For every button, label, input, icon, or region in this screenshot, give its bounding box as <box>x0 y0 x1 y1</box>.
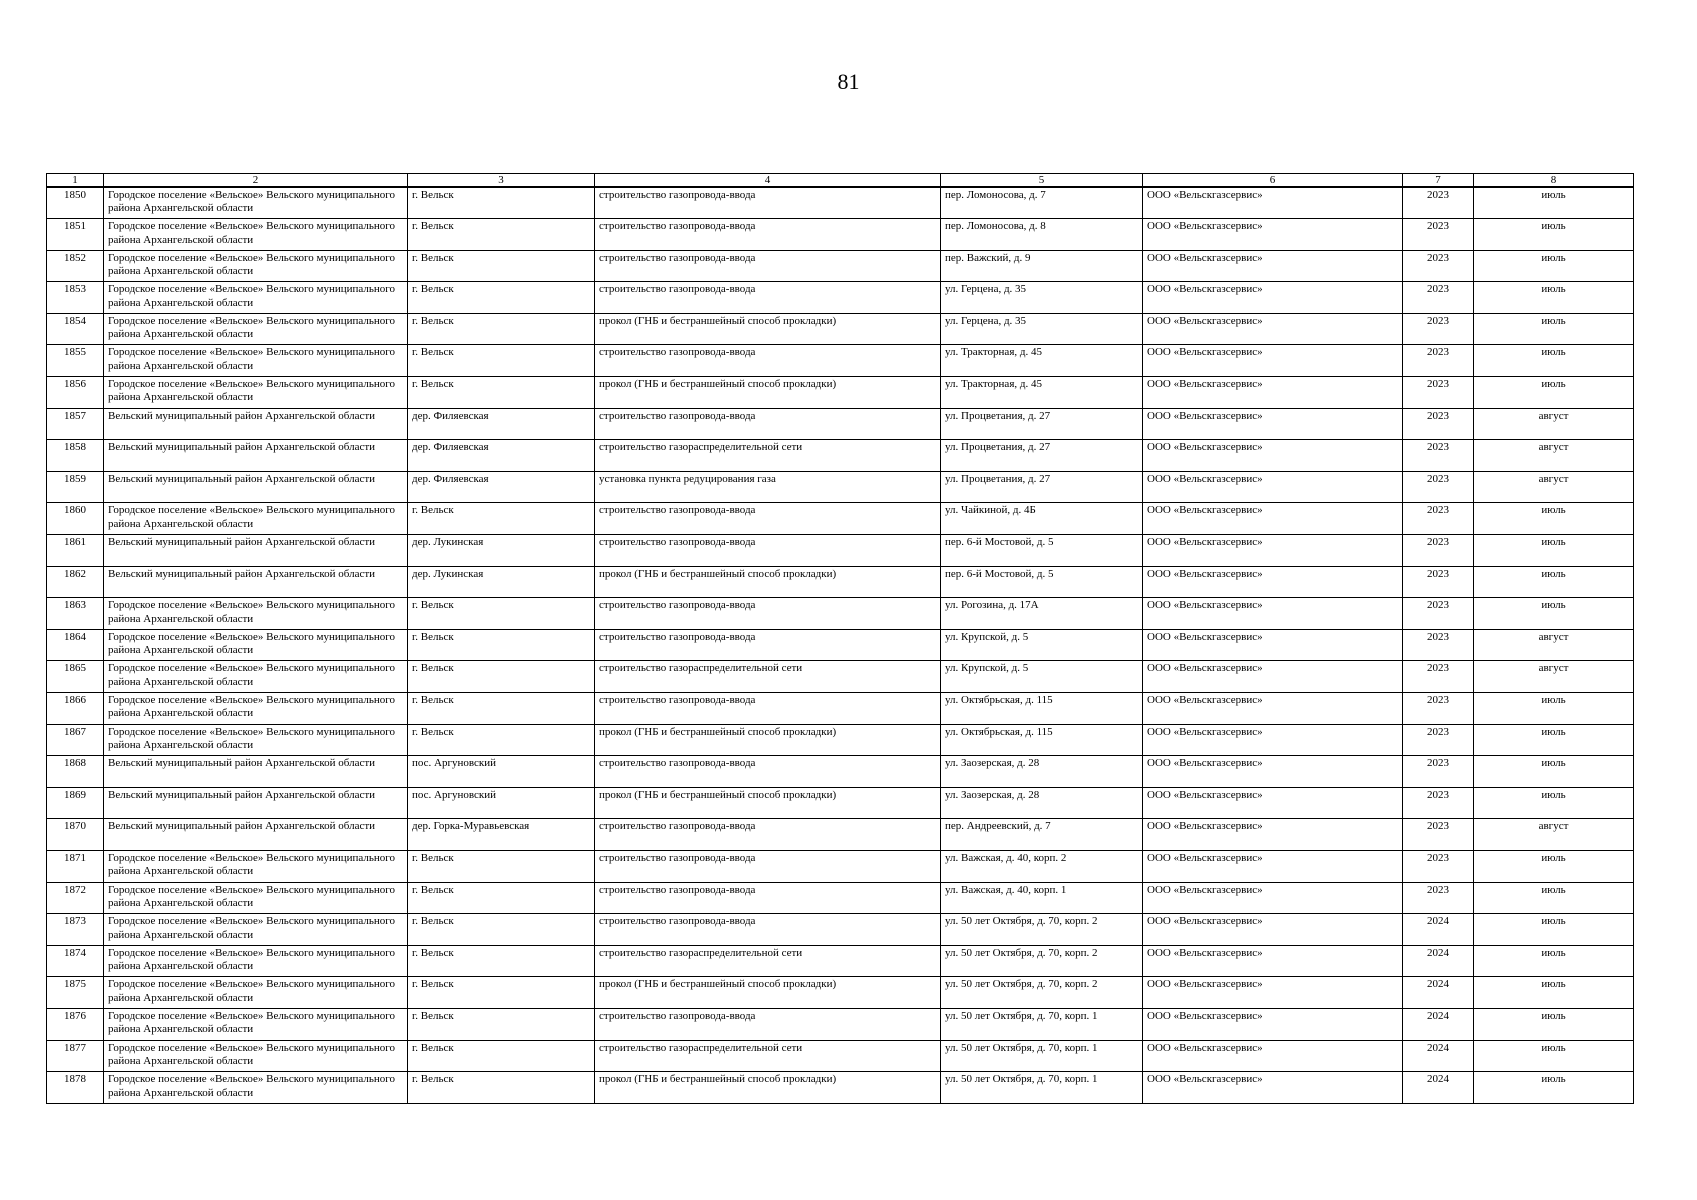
municipality-cell: Городское поселение «Вельское» Вельского муниципального района Архангельской области <box>104 313 408 345</box>
locality-cell: г. Вельск <box>408 882 595 914</box>
month-cell: июль <box>1474 787 1634 819</box>
work-type-cell: строительство газопровода-ввода <box>595 693 941 725</box>
year-cell: 2024 <box>1403 1008 1474 1040</box>
address-cell: ул. Октябрьская, д. 115 <box>941 693 1143 725</box>
locality-cell: пос. Аргуновский <box>408 787 595 819</box>
municipality-cell: Вельский муниципальный район Архангельской области <box>104 408 408 440</box>
address-cell: пер. Ломоносова, д. 8 <box>941 219 1143 251</box>
month-cell: август <box>1474 440 1634 472</box>
work-type-cell: прокол (ГНБ и бестраншейный способ прокладки) <box>595 566 941 598</box>
address-cell: ул. Герцена, д. 35 <box>941 282 1143 314</box>
page-number: 81 <box>837 69 860 94</box>
table-row <box>47 756 1634 788</box>
gasification-table <box>46 173 1634 1104</box>
month-cell: июль <box>1474 724 1634 756</box>
address-cell: ул. Крупской, д. 5 <box>941 629 1143 661</box>
row-number: 1873 <box>47 914 104 946</box>
year-cell: 2023 <box>1403 882 1474 914</box>
address-cell: ул. Важская, д. 40, корп. 1 <box>941 882 1143 914</box>
row-number: 1863 <box>47 598 104 630</box>
organization-cell: ООО «Вельскгазсервис» <box>1143 345 1403 377</box>
month-cell: июль <box>1474 345 1634 377</box>
municipality-cell: Городское поселение «Вельское» Вельского муниципального района Архангельской области <box>104 693 408 725</box>
organization-cell: ООО «Вельскгазсервис» <box>1143 566 1403 598</box>
work-type-cell: установка пункта редуцирования газа <box>595 471 941 503</box>
row-number: 1854 <box>47 313 104 345</box>
work-type-cell: строительство газораспределительной сети <box>595 1040 941 1072</box>
row-number: 1861 <box>47 535 104 567</box>
year-cell: 2023 <box>1403 850 1474 882</box>
organization-cell: ООО «Вельскгазсервис» <box>1143 914 1403 946</box>
column-header: 2 <box>104 174 408 188</box>
table-row <box>47 282 1634 314</box>
row-number: 1876 <box>47 1008 104 1040</box>
organization-cell: ООО «Вельскгазсервис» <box>1143 787 1403 819</box>
month-cell: июль <box>1474 377 1634 409</box>
month-cell: июль <box>1474 945 1634 977</box>
locality-cell: г. Вельск <box>408 219 595 251</box>
month-cell: август <box>1474 661 1634 693</box>
year-cell: 2023 <box>1403 629 1474 661</box>
row-number: 1851 <box>47 219 104 251</box>
organization-cell: ООО «Вельскгазсервис» <box>1143 819 1403 851</box>
address-cell: ул. 50 лет Октября, д. 70, корп. 2 <box>941 914 1143 946</box>
year-cell: 2023 <box>1403 250 1474 282</box>
table-row <box>47 787 1634 819</box>
table-row <box>47 1040 1634 1072</box>
organization-cell: ООО «Вельскгазсервис» <box>1143 945 1403 977</box>
address-cell: ул. Процветания, д. 27 <box>941 408 1143 440</box>
month-cell: июль <box>1474 1008 1634 1040</box>
work-type-cell: строительство газопровода-ввода <box>595 1008 941 1040</box>
row-number: 1858 <box>47 440 104 472</box>
year-cell: 2023 <box>1403 440 1474 472</box>
column-number-row <box>47 174 1634 188</box>
table-row <box>47 503 1634 535</box>
organization-cell: ООО «Вельскгазсервис» <box>1143 629 1403 661</box>
row-number: 1872 <box>47 882 104 914</box>
month-cell: июль <box>1474 850 1634 882</box>
locality-cell: г. Вельск <box>408 724 595 756</box>
table-row <box>47 535 1634 567</box>
row-number: 1853 <box>47 282 104 314</box>
address-cell: ул. Крупской, д. 5 <box>941 661 1143 693</box>
month-cell: июль <box>1474 250 1634 282</box>
organization-cell: ООО «Вельскгазсервис» <box>1143 1008 1403 1040</box>
year-cell: 2023 <box>1403 566 1474 598</box>
municipality-cell: Городское поселение «Вельское» Вельского муниципального района Архангельской области <box>104 219 408 251</box>
municipality-cell: Вельский муниципальный район Архангельской области <box>104 535 408 567</box>
work-type-cell: строительство газораспределительной сети <box>595 945 941 977</box>
month-cell: июль <box>1474 566 1634 598</box>
row-number: 1875 <box>47 977 104 1009</box>
year-cell: 2023 <box>1403 282 1474 314</box>
column-header: 6 <box>1143 174 1403 188</box>
organization-cell: ООО «Вельскгазсервис» <box>1143 977 1403 1009</box>
municipality-cell: Вельский муниципальный район Архангельской области <box>104 566 408 598</box>
locality-cell: дер. Филяевская <box>408 440 595 472</box>
row-number: 1869 <box>47 787 104 819</box>
row-number: 1868 <box>47 756 104 788</box>
row-number: 1865 <box>47 661 104 693</box>
month-cell: июль <box>1474 219 1634 251</box>
month-cell: июль <box>1474 756 1634 788</box>
row-number: 1859 <box>47 471 104 503</box>
organization-cell: ООО «Вельскгазсервис» <box>1143 1040 1403 1072</box>
month-cell: июль <box>1474 535 1634 567</box>
work-type-cell: строительство газопровода-ввода <box>595 219 941 251</box>
address-cell: ул. Заозерская, д. 28 <box>941 756 1143 788</box>
year-cell: 2023 <box>1403 787 1474 819</box>
year-cell: 2023 <box>1403 345 1474 377</box>
table-row <box>47 471 1634 503</box>
row-number: 1874 <box>47 945 104 977</box>
locality-cell: г. Вельск <box>408 977 595 1009</box>
table-row <box>47 187 1634 219</box>
work-type-cell: строительство газопровода-ввода <box>595 535 941 567</box>
table-row <box>47 661 1634 693</box>
table-row <box>47 440 1634 472</box>
locality-cell: г. Вельск <box>408 914 595 946</box>
municipality-cell: Городское поселение «Вельское» Вельского муниципального района Архангельской области <box>104 850 408 882</box>
municipality-cell: Городское поселение «Вельское» Вельского муниципального района Архангельской области <box>104 629 408 661</box>
year-cell: 2024 <box>1403 945 1474 977</box>
address-cell: пер. 6-й Мостовой, д. 5 <box>941 566 1143 598</box>
table-row <box>47 1072 1634 1104</box>
locality-cell: дер. Филяевская <box>408 408 595 440</box>
municipality-cell: Городское поселение «Вельское» Вельского муниципального района Архангельской области <box>104 187 408 219</box>
address-cell: ул. Тракторная, д. 45 <box>941 377 1143 409</box>
row-number: 1852 <box>47 250 104 282</box>
column-header: 1 <box>47 174 104 188</box>
locality-cell: г. Вельск <box>408 313 595 345</box>
row-number: 1867 <box>47 724 104 756</box>
table-row <box>47 408 1634 440</box>
month-cell: август <box>1474 819 1634 851</box>
work-type-cell: строительство газопровода-ввода <box>595 756 941 788</box>
row-number: 1864 <box>47 629 104 661</box>
month-cell: июль <box>1474 1072 1634 1104</box>
work-type-cell: строительство газопровода-ввода <box>595 629 941 661</box>
organization-cell: ООО «Вельскгазсервис» <box>1143 282 1403 314</box>
month-cell: июль <box>1474 1040 1634 1072</box>
municipality-cell: Городское поселение «Вельское» Вельского муниципального района Архангельской области <box>104 1040 408 1072</box>
municipality-cell: Городское поселение «Вельское» Вельского муниципального района Архангельской области <box>104 1072 408 1104</box>
locality-cell: г. Вельск <box>408 282 595 314</box>
locality-cell: г. Вельск <box>408 345 595 377</box>
year-cell: 2023 <box>1403 598 1474 630</box>
organization-cell: ООО «Вельскгазсервис» <box>1143 724 1403 756</box>
row-number: 1871 <box>47 850 104 882</box>
month-cell: июль <box>1474 282 1634 314</box>
month-cell: июль <box>1474 882 1634 914</box>
column-header: 5 <box>941 174 1143 188</box>
municipality-cell: Городское поселение «Вельское» Вельского муниципального района Архангельской области <box>104 882 408 914</box>
month-cell: июль <box>1474 977 1634 1009</box>
locality-cell: г. Вельск <box>408 945 595 977</box>
table-row <box>47 345 1634 377</box>
address-cell: ул. Чайкиной, д. 4Б <box>941 503 1143 535</box>
work-type-cell: строительство газораспределительной сети <box>595 661 941 693</box>
year-cell: 2024 <box>1403 914 1474 946</box>
table-row <box>47 377 1634 409</box>
organization-cell: ООО «Вельскгазсервис» <box>1143 693 1403 725</box>
locality-cell: г. Вельск <box>408 187 595 219</box>
year-cell: 2023 <box>1403 819 1474 851</box>
municipality-cell: Городское поселение «Вельское» Вельского муниципального района Архангельской области <box>104 282 408 314</box>
table-row <box>47 914 1634 946</box>
work-type-cell: прокол (ГНБ и бестраншейный способ прокладки) <box>595 977 941 1009</box>
municipality-cell: Городское поселение «Вельское» Вельского муниципального района Архангельской области <box>104 945 408 977</box>
month-cell: июль <box>1474 313 1634 345</box>
work-type-cell: строительство газопровода-ввода <box>595 819 941 851</box>
table-row <box>47 219 1634 251</box>
locality-cell: г. Вельск <box>408 629 595 661</box>
address-cell: ул. Рогозина, д. 17А <box>941 598 1143 630</box>
locality-cell: г. Вельск <box>408 1008 595 1040</box>
year-cell: 2023 <box>1403 693 1474 725</box>
year-cell: 2024 <box>1403 1072 1474 1104</box>
address-cell: ул. 50 лет Октября, д. 70, корп. 2 <box>941 977 1143 1009</box>
table-row <box>47 819 1634 851</box>
address-cell: ул. Герцена, д. 35 <box>941 313 1143 345</box>
year-cell: 2023 <box>1403 503 1474 535</box>
municipality-cell: Городское поселение «Вельское» Вельского муниципального района Архангельской области <box>104 503 408 535</box>
municipality-cell: Городское поселение «Вельское» Вельского муниципального района Архангельской области <box>104 345 408 377</box>
year-cell: 2023 <box>1403 219 1474 251</box>
organization-cell: ООО «Вельскгазсервис» <box>1143 313 1403 345</box>
address-cell: ул. 50 лет Октября, д. 70, корп. 2 <box>941 945 1143 977</box>
work-type-cell: строительство газопровода-ввода <box>595 503 941 535</box>
month-cell: август <box>1474 408 1634 440</box>
locality-cell: дер. Горка-Муравьевская <box>408 819 595 851</box>
month-cell: август <box>1474 629 1634 661</box>
table-row <box>47 945 1634 977</box>
month-cell: июль <box>1474 693 1634 725</box>
address-cell: ул. Октябрьская, д. 115 <box>941 724 1143 756</box>
table-row <box>47 313 1634 345</box>
year-cell: 2024 <box>1403 1040 1474 1072</box>
locality-cell: г. Вельск <box>408 598 595 630</box>
table-row <box>47 850 1634 882</box>
municipality-cell: Городское поселение «Вельское» Вельского муниципального района Архангельской области <box>104 914 408 946</box>
work-type-cell: прокол (ГНБ и бестраншейный способ прокладки) <box>595 1072 941 1104</box>
work-type-cell: прокол (ГНБ и бестраншейный способ прокладки) <box>595 377 941 409</box>
organization-cell: ООО «Вельскгазсервис» <box>1143 187 1403 219</box>
locality-cell: г. Вельск <box>408 661 595 693</box>
work-type-cell: строительство газораспределительной сети <box>595 440 941 472</box>
year-cell: 2024 <box>1403 977 1474 1009</box>
municipality-cell: Вельский муниципальный район Архангельской области <box>104 471 408 503</box>
table-row <box>47 629 1634 661</box>
table-row <box>47 250 1634 282</box>
year-cell: 2023 <box>1403 313 1474 345</box>
row-number: 1860 <box>47 503 104 535</box>
address-cell: ул. 50 лет Октября, д. 70, корп. 1 <box>941 1040 1143 1072</box>
organization-cell: ООО «Вельскгазсервис» <box>1143 882 1403 914</box>
row-number: 1878 <box>47 1072 104 1104</box>
municipality-cell: Городское поселение «Вельское» Вельского муниципального района Архангельской области <box>104 977 408 1009</box>
year-cell: 2023 <box>1403 535 1474 567</box>
month-cell: июль <box>1474 914 1634 946</box>
municipality-cell: Городское поселение «Вельское» Вельского муниципального района Архангельской области <box>104 1008 408 1040</box>
row-number: 1862 <box>47 566 104 598</box>
address-cell: пер. Ломоносова, д. 7 <box>941 187 1143 219</box>
work-type-cell: строительство газопровода-ввода <box>595 408 941 440</box>
address-cell: ул. 50 лет Октября, д. 70, корп. 1 <box>941 1008 1143 1040</box>
address-cell: ул. Процветания, д. 27 <box>941 471 1143 503</box>
locality-cell: г. Вельск <box>408 250 595 282</box>
municipality-cell: Вельский муниципальный район Архангельской области <box>104 756 408 788</box>
municipality-cell: Городское поселение «Вельское» Вельского муниципального района Архангельской области <box>104 724 408 756</box>
work-type-cell: строительство газопровода-ввода <box>595 882 941 914</box>
year-cell: 2023 <box>1403 408 1474 440</box>
municipality-cell: Городское поселение «Вельское» Вельского муниципального района Архангельской области <box>104 377 408 409</box>
address-cell: пер. Андреевский, д. 7 <box>941 819 1143 851</box>
organization-cell: ООО «Вельскгазсервис» <box>1143 850 1403 882</box>
month-cell: июль <box>1474 187 1634 219</box>
year-cell: 2023 <box>1403 187 1474 219</box>
locality-cell: г. Вельск <box>408 377 595 409</box>
table-row <box>47 598 1634 630</box>
work-type-cell: строительство газопровода-ввода <box>595 598 941 630</box>
organization-cell: ООО «Вельскгазсервис» <box>1143 440 1403 472</box>
row-number: 1856 <box>47 377 104 409</box>
locality-cell: дер. Филяевская <box>408 471 595 503</box>
locality-cell: дер. Лукинская <box>408 535 595 567</box>
table-row <box>47 724 1634 756</box>
work-type-cell: прокол (ГНБ и бестраншейный способ прокладки) <box>595 787 941 819</box>
work-type-cell: строительство газопровода-ввода <box>595 850 941 882</box>
row-number: 1850 <box>47 187 104 219</box>
column-header: 4 <box>595 174 941 188</box>
locality-cell: г. Вельск <box>408 1040 595 1072</box>
address-cell: пер. 6-й Мостовой, д. 5 <box>941 535 1143 567</box>
row-number: 1855 <box>47 345 104 377</box>
organization-cell: ООО «Вельскгазсервис» <box>1143 756 1403 788</box>
month-cell: август <box>1474 471 1634 503</box>
work-type-cell: строительство газопровода-ввода <box>595 282 941 314</box>
locality-cell: пос. Аргуновский <box>408 756 595 788</box>
address-cell: ул. Процветания, д. 27 <box>941 440 1143 472</box>
work-type-cell: прокол (ГНБ и бестраншейный способ прокладки) <box>595 724 941 756</box>
year-cell: 2023 <box>1403 471 1474 503</box>
work-type-cell: строительство газопровода-ввода <box>595 187 941 219</box>
row-number: 1877 <box>47 1040 104 1072</box>
locality-cell: г. Вельск <box>408 693 595 725</box>
organization-cell: ООО «Вельскгазсервис» <box>1143 661 1403 693</box>
column-header: 3 <box>408 174 595 188</box>
municipality-cell: Вельский муниципальный район Архангельской области <box>104 819 408 851</box>
locality-cell: г. Вельск <box>408 850 595 882</box>
organization-cell: ООО «Вельскгазсервис» <box>1143 219 1403 251</box>
month-cell: июль <box>1474 598 1634 630</box>
row-number: 1857 <box>47 408 104 440</box>
work-type-cell: строительство газопровода-ввода <box>595 345 941 377</box>
organization-cell: ООО «Вельскгазсервис» <box>1143 503 1403 535</box>
municipality-cell: Вельский муниципальный район Архангельской области <box>104 787 408 819</box>
locality-cell: г. Вельск <box>408 1072 595 1104</box>
work-type-cell: строительство газопровода-ввода <box>595 250 941 282</box>
row-number: 1870 <box>47 819 104 851</box>
year-cell: 2023 <box>1403 724 1474 756</box>
column-header: 8 <box>1474 174 1634 188</box>
municipality-cell: Городское поселение «Вельское» Вельского муниципального района Архангельской области <box>104 661 408 693</box>
table-body <box>47 187 1634 1103</box>
organization-cell: ООО «Вельскгазсервис» <box>1143 535 1403 567</box>
locality-cell: дер. Лукинская <box>408 566 595 598</box>
address-cell: ул. Тракторная, д. 45 <box>941 345 1143 377</box>
table-row <box>47 977 1634 1009</box>
work-type-cell: строительство газопровода-ввода <box>595 914 941 946</box>
year-cell: 2023 <box>1403 661 1474 693</box>
municipality-cell: Городское поселение «Вельское» Вельского муниципального района Архангельской области <box>104 250 408 282</box>
municipality-cell: Вельский муниципальный район Архангельской области <box>104 440 408 472</box>
organization-cell: ООО «Вельскгазсервис» <box>1143 471 1403 503</box>
organization-cell: ООО «Вельскгазсервис» <box>1143 1072 1403 1104</box>
year-cell: 2023 <box>1403 377 1474 409</box>
table-row <box>47 882 1634 914</box>
work-type-cell: прокол (ГНБ и бестраншейный способ прокладки) <box>595 313 941 345</box>
organization-cell: ООО «Вельскгазсервис» <box>1143 598 1403 630</box>
organization-cell: ООО «Вельскгазсервис» <box>1143 408 1403 440</box>
table-row <box>47 566 1634 598</box>
address-cell: ул. 50 лет Октября, д. 70, корп. 1 <box>941 1072 1143 1104</box>
locality-cell: г. Вельск <box>408 503 595 535</box>
table-row <box>47 693 1634 725</box>
table-row <box>47 1008 1634 1040</box>
column-header: 7 <box>1403 174 1474 188</box>
month-cell: июль <box>1474 503 1634 535</box>
year-cell: 2023 <box>1403 756 1474 788</box>
municipality-cell: Городское поселение «Вельское» Вельского муниципального района Архангельской области <box>104 598 408 630</box>
address-cell: пер. Важский, д. 9 <box>941 250 1143 282</box>
row-number: 1866 <box>47 693 104 725</box>
organization-cell: ООО «Вельскгазсервис» <box>1143 250 1403 282</box>
address-cell: ул. Важская, д. 40, корп. 2 <box>941 850 1143 882</box>
address-cell: ул. Заозерская, д. 28 <box>941 787 1143 819</box>
organization-cell: ООО «Вельскгазсервис» <box>1143 377 1403 409</box>
